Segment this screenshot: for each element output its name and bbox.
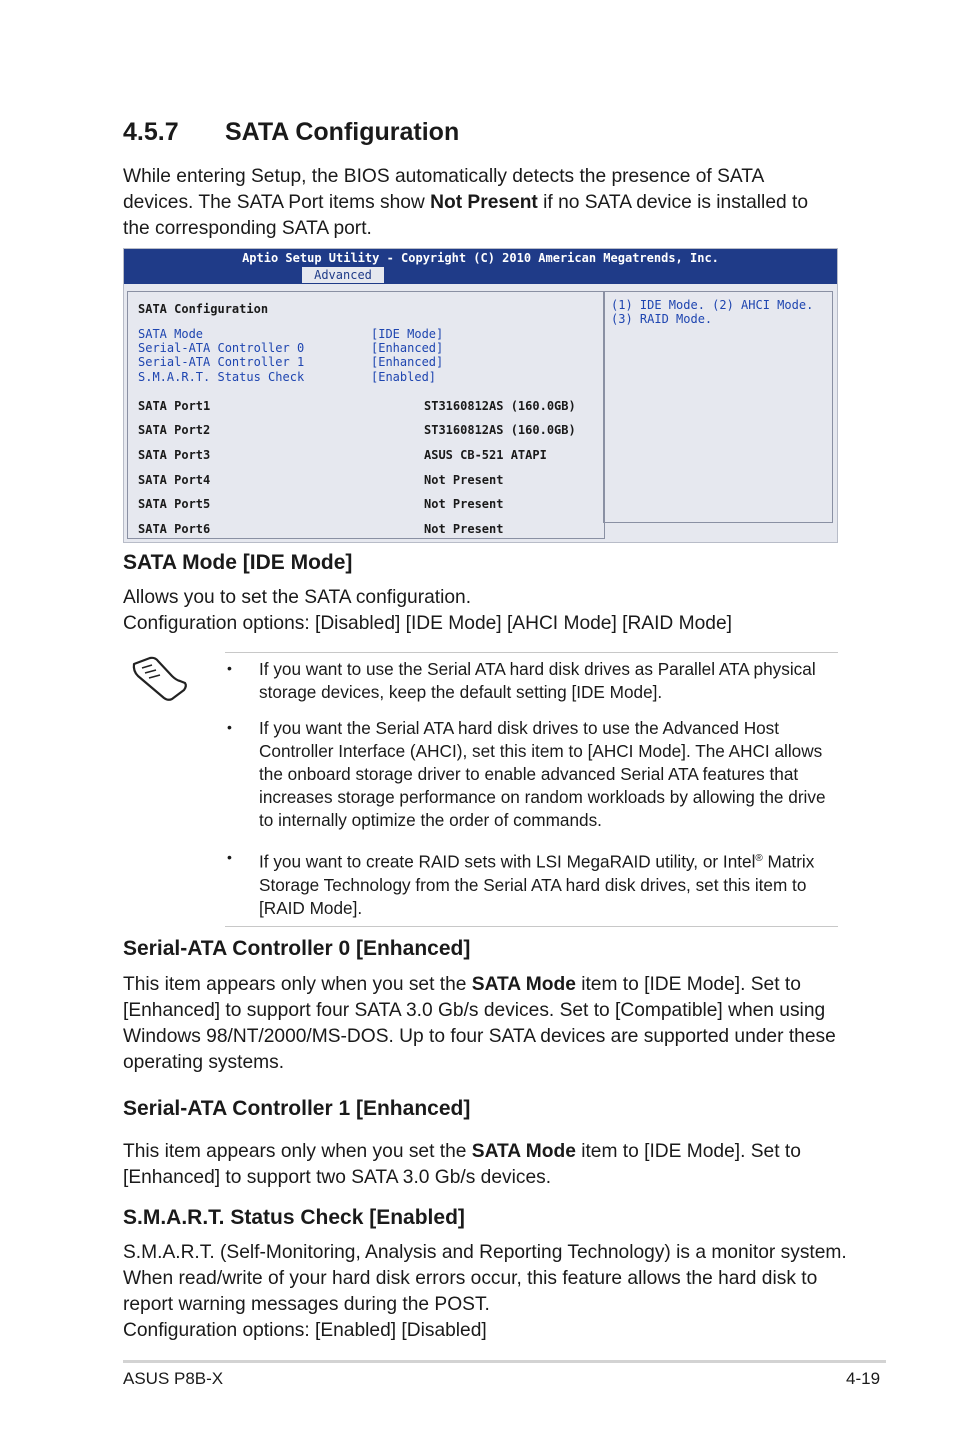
- bios-port-label: SATA Port1: [138, 399, 211, 413]
- bios-help-line: (1) IDE Mode. (2) AHCI Mode.: [611, 298, 814, 312]
- footer-product: ASUS P8B-X: [123, 1369, 224, 1388]
- tab-advanced[interactable]: Advanced: [302, 267, 384, 283]
- smart-text: S.M.A.R.T. (Self-Monitoring, Analysis and Reporting Technology) is a monitor system. When read/write of your hard disk errors occur, this feature allows the hard disk to report warning messages during the POST.: [123, 1242, 847, 1315]
- bullet: •: [227, 719, 232, 735]
- section-title-text: SATA Configuration: [225, 118, 460, 146]
- bios-port-label: SATA Port4: [138, 473, 211, 487]
- note-item-ide: If you want to use the Serial ATA hard disk drives as Parallel ATA physical storage devices, keep the default setting [IDE Mode].: [259, 659, 816, 702]
- bios-port-label: SATA Port5: [138, 497, 211, 511]
- footer-page-number: 4-19: [846, 1369, 881, 1388]
- bios-port-label: SATA Port2: [138, 423, 211, 437]
- bios-item-controller-0[interactable]: Serial-ATA Controller 0: [138, 341, 305, 355]
- bios-main-panel: [127, 291, 605, 539]
- bullet: •: [227, 849, 232, 865]
- bios-port-value: Not Present: [424, 522, 504, 536]
- bios-help-text: [611, 298, 813, 326]
- sata-mode-line: Allows you to set the SATA configuration.: [123, 587, 472, 608]
- bios-screen: [123, 248, 838, 543]
- intro-bold: Not Present: [430, 192, 538, 213]
- intro-text-end: if no SATA device is installed to the corresponding SATA port.: [123, 192, 808, 239]
- section-number: 4.5.7: [123, 118, 179, 146]
- sata-mode-heading: SATA Mode [IDE Mode]: [123, 551, 353, 574]
- note-item-ahci: If you want the Serial ATA hard disk drives to use the Advanced Host Controller Interface (AHCI), set this item to [AHCI Mode]. The AHCI allows the onboard storage driver to enable advanced Serial ATA features that increases storage performance on random workloads by allowing the drive to internally optimize the order of commands.: [259, 718, 826, 830]
- ctrl1-text-end: item to [IDE Mode]. Set to [Enhanced] to support two SATA 3.0 Gb/s devices.: [123, 1141, 801, 1188]
- registered-mark: ®: [755, 853, 763, 864]
- bios-header-bar: [124, 249, 837, 284]
- bios-port-value: ASUS CB-521 ATAPI: [424, 448, 547, 462]
- bios-item-sata-mode[interactable]: SATA Mode: [138, 327, 204, 341]
- note-item-raid: [259, 847, 839, 920]
- ctrl1-text: This item appears only when you set the: [123, 1141, 472, 1162]
- note-raid-text: If you want to create RAID sets with LSI MegaRAID utility, or Intel: [259, 851, 756, 872]
- bios-port-value: ST3160812AS (160.0GB): [424, 399, 576, 413]
- intro-text: While entering Setup, the BIOS automatically detects the presence of SATA devices. The SATA Port items show: [123, 166, 764, 213]
- bios-value-controller-0[interactable]: [Enhanced]: [371, 341, 444, 355]
- bios-port-value: Not Present: [424, 497, 504, 511]
- bios-port-label: SATA Port3: [138, 448, 211, 462]
- bios-port-value: Not Present: [424, 473, 504, 487]
- bios-port-label: SATA Port6: [138, 522, 211, 536]
- bios-port-value: ST3160812AS (160.0GB): [424, 423, 576, 437]
- note-bottom-rule: [225, 926, 838, 927]
- footer-rule: [123, 1360, 886, 1363]
- bios-help-line: (3) RAID Mode.: [611, 312, 713, 326]
- bios-copyright: Aptio Setup Utility - Copyright (C) 2010 American Megatrends, Inc.: [242, 251, 719, 265]
- bios-panel-title: SATA Configuration: [138, 302, 269, 316]
- smart-desc: [123, 1240, 848, 1344]
- ctrl1-heading: Serial-ATA Controller 1 [Enhanced]: [123, 1097, 471, 1120]
- section-title: [123, 118, 459, 147]
- bios-value-controller-1[interactable]: [Enhanced]: [371, 355, 444, 369]
- sata-mode-desc: [123, 585, 863, 637]
- bios-item-smart[interactable]: S.M.A.R.T. Status Check: [138, 370, 305, 384]
- note-raid-text-end: Matrix Storage Technology from the Serial ATA hard disk drives, set this item to [RAID Mode].: [259, 851, 815, 918]
- bios-help-panel: [603, 291, 833, 523]
- bios-item-controller-1[interactable]: Serial-ATA Controller 1: [138, 355, 305, 369]
- smart-options: Configuration options: [Enabled] [Disabled]: [123, 1320, 487, 1341]
- ctrl0-text-end: item to [IDE Mode]. Set to [Enhanced] to support four SATA 3.0 Gb/s devices. Set to [Compatible] when using Windows 98/NT/2000/MS-DOS. Up to four SATA devices are supported under these operating systems.: [123, 974, 836, 1073]
- ctrl1-bold: SATA Mode: [471, 1141, 576, 1162]
- bios-value-smart[interactable]: [Enabled]: [371, 370, 437, 384]
- note-top-rule: [225, 652, 838, 653]
- smart-heading: S.M.A.R.T. Status Check [Enabled]: [123, 1206, 465, 1229]
- bullet: •: [227, 660, 232, 676]
- sata-mode-options: Configuration options: [Disabled] [IDE Mode] [AHCI Mode] [RAID Mode]: [123, 613, 732, 634]
- ctrl0-heading: Serial-ATA Controller 0 [Enhanced]: [123, 937, 471, 960]
- hand-icon: [128, 648, 190, 709]
- ctrl1-desc: [123, 1139, 833, 1191]
- intro-paragraph: [123, 164, 833, 242]
- ctrl0-desc: [123, 972, 845, 1076]
- bios-value-sata-mode[interactable]: [IDE Mode]: [371, 327, 444, 341]
- ctrl0-text: This item appears only when you set the: [123, 974, 472, 995]
- ctrl0-bold: SATA Mode: [471, 974, 576, 995]
